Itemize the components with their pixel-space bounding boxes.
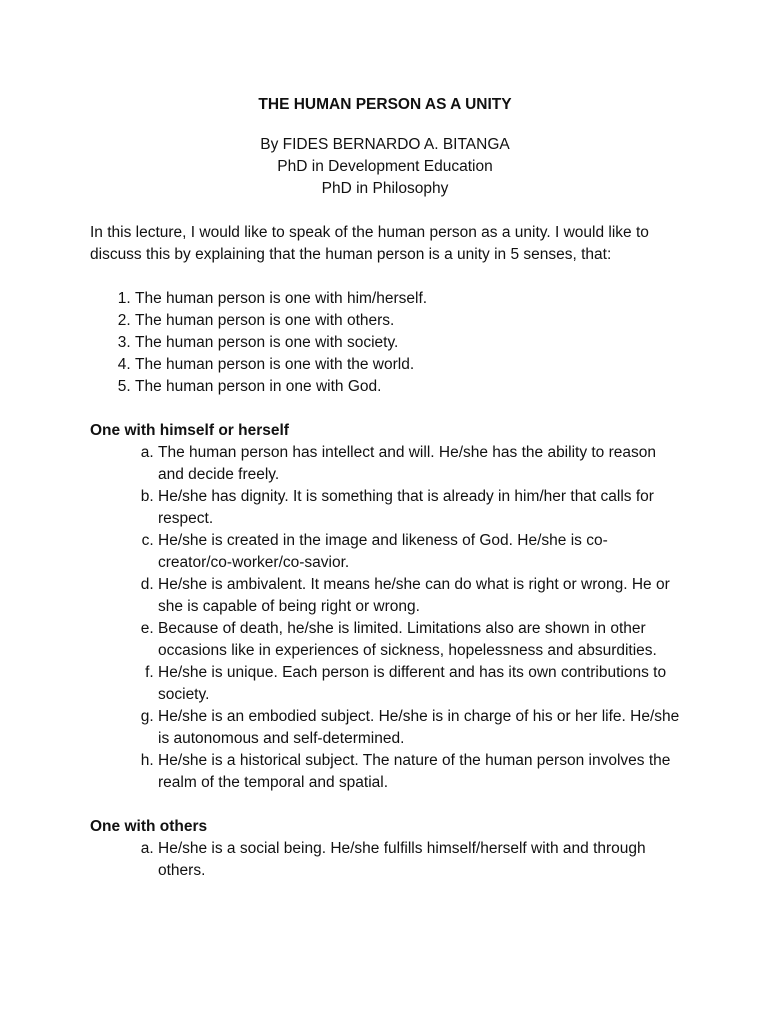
list-item: g. He/she is an embodied subject. He/she is in charge of his or her life. He/she is autonomous and self-determined.	[158, 706, 680, 750]
list-item: h. He/she is a historical subject. The nature of the human person involves the realm of the temporal and spatial.	[158, 750, 680, 794]
author-block	[90, 134, 680, 200]
list-item: f. He/she is unique. Each person is different and has its own contributions to society.	[158, 662, 680, 706]
senses-list	[90, 288, 680, 398]
list-item: d. He/she is ambivalent. It means he/she can do what is right or wrong. He or she is capable of being right or wrong.	[158, 574, 680, 618]
author-degree-2: PhD in Philosophy	[321, 180, 449, 197]
list-item: 2. The human person is one with others.	[135, 310, 680, 332]
list-item: a. The human person has intellect and will. He/she has the ability to reason and decide freely.	[158, 442, 680, 486]
section-heading-others: One with others	[90, 818, 208, 835]
section-heading-himself: One with himself or herself	[90, 422, 289, 439]
author-degree-1: PhD in Development Education	[277, 158, 493, 175]
list-item: 4. The human person is one with the world.	[135, 354, 680, 376]
list-item: 5. The human person in one with God.	[135, 376, 680, 398]
others-list	[90, 838, 680, 882]
himself-list	[90, 442, 680, 794]
document-title: THE HUMAN PERSON AS A UNITY	[258, 96, 512, 113]
list-item: c. He/she is created in the image and likeness of God. He/she is co-creator/co-worker/co-savior.	[158, 530, 680, 574]
list-item: e. Because of death, he/she is limited. Limitations also are shown in other occasions like in experiences of sickness, hopelessness and absurdities.	[158, 618, 680, 662]
list-item: 1. The human person is one with him/herself.	[135, 288, 680, 310]
list-item: 3. The human person is one with society.	[135, 332, 680, 354]
list-item: b. He/she has dignity. It is something that is already in him/her that calls for respect.	[158, 486, 680, 530]
intro-paragraph: In this lecture, I would like to speak of the human person as a unity. I would like to discuss this by explaining that the human person is a unity in 5 senses, that:	[90, 224, 649, 263]
author-byline: By FIDES BERNARDO A. BITANGA	[260, 136, 510, 153]
list-item: a. He/she is a social being. He/she fulfills himself/herself with and through others.	[158, 838, 680, 882]
